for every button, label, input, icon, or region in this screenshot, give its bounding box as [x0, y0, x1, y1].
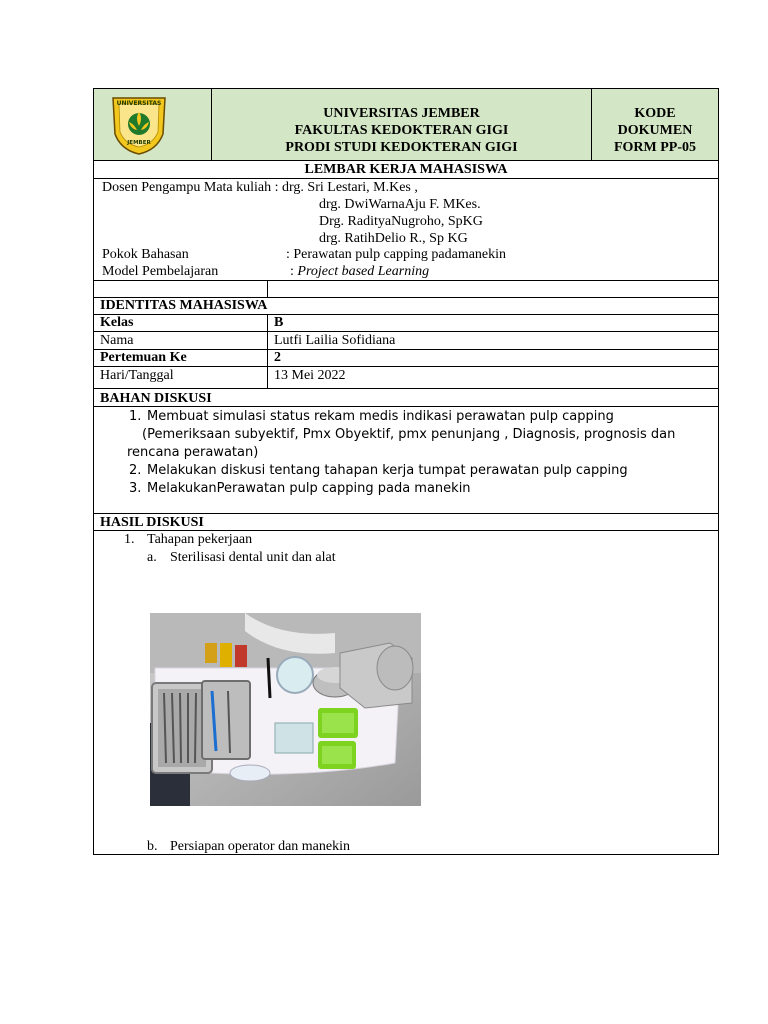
- pokok-bahasan-label: Pokok Bahasan: [102, 247, 189, 262]
- sheet-title: LEMBAR KERJA MAHASISWA: [304, 162, 508, 177]
- rule: [93, 388, 719, 389]
- logo-text-top: UNIVERSITAS: [116, 100, 162, 107]
- dosen-line-2: drg. DwiWarnaAju F. MKes.: [319, 197, 481, 212]
- bahan-item-1-number: 1.: [129, 409, 142, 424]
- doc-code-line-3: FORM PP-05: [613, 140, 697, 155]
- rule: [93, 331, 719, 332]
- bahan-item-1: Membuat simulasi status rekam medis indikasi perawatan pulp capping: [147, 409, 614, 424]
- header-line-2: FAKULTAS KEDOKTERAN GIGI: [294, 123, 509, 138]
- identity-value-tanggal: 13 Mei 2022: [274, 368, 346, 383]
- bahan-item-1-cont-2: rencana perawatan): [127, 445, 259, 460]
- identity-label-kelas: Kelas: [100, 315, 134, 330]
- rule: [93, 314, 719, 315]
- rule: [93, 366, 719, 367]
- model-pembelajaran-value: [290, 263, 429, 280]
- hasil-sub-b: Persiapan operator dan manekin: [170, 839, 350, 854]
- model-value: Project based Learning: [297, 264, 430, 279]
- pokok-bahasan-value: : Perawatan pulp capping padamanekin: [286, 247, 507, 262]
- rule: [93, 406, 719, 407]
- rule: [93, 280, 719, 281]
- hasil-sub-b-number: b.: [147, 839, 158, 854]
- identity-label-tanggal: Hari/Tanggal: [100, 368, 174, 383]
- bahan-item-3: MelakukanPerawatan pulp capping pada manekin: [147, 481, 471, 496]
- doc-code-line-2: DOKUMEN: [617, 123, 693, 138]
- bahan-item-1-cont-1: (Pemeriksaan subyektif, Pmx Obyektif, pmx penunjang , Diagnosis, prognosis dan: [142, 427, 676, 442]
- bahan-item-2: Melakukan diskusi tentang tahapan kerja tumpat perawatan pulp capping: [147, 463, 628, 478]
- hasil-heading: HASIL DISKUSI: [100, 515, 204, 530]
- model-pembelajaran-label: Model Pembelajaran: [102, 264, 219, 279]
- model-prefix: :: [290, 264, 298, 279]
- bahan-item-2-number: 2.: [129, 463, 142, 478]
- hasil-step-1-number: 1.: [124, 532, 135, 547]
- hasil-sub-a-number: a.: [147, 550, 157, 565]
- identity-label-pertemuan: Pertemuan Ke: [100, 350, 187, 365]
- instrument-tray-photo: [150, 613, 421, 806]
- doc-code-line-1: KODE: [634, 106, 676, 121]
- hasil-sub-a: Sterilisasi dental unit dan alat: [170, 550, 336, 565]
- dosen-line-3: Drg. RadityaNugroho, SpKG: [319, 214, 483, 229]
- bahan-item-3-number: 3.: [129, 481, 142, 496]
- rule: [267, 314, 268, 388]
- dosen-line-4: drg. RatihDelio R., Sp KG: [319, 231, 468, 246]
- logo-text-bottom: JEMBER: [127, 140, 151, 146]
- identity-heading: IDENTITAS MAHASISWA: [100, 298, 268, 313]
- rule: [267, 280, 268, 297]
- identity-value-kelas: B: [274, 315, 284, 330]
- rule: [93, 349, 719, 350]
- sterilization-photo: [150, 613, 421, 806]
- university-logo: [107, 94, 171, 156]
- hasil-step-1: Tahapan pekerjaan: [147, 532, 253, 547]
- identity-value-pertemuan: 2: [274, 350, 281, 365]
- header-line-3: PRODI STUDI KEDOKTERAN GIGI: [285, 140, 518, 155]
- bahan-heading: BAHAN DISKUSI: [100, 391, 212, 406]
- identity-label-nama: Nama: [100, 333, 134, 348]
- header-line-1: UNIVERSITAS JEMBER: [323, 106, 480, 121]
- dosen-line-1: Dosen Pengampu Mata kuliah : drg. Sri Lestari, M.Kes ,: [102, 180, 418, 195]
- identity-value-nama: Lutfi Lailia Sofidiana: [274, 333, 396, 348]
